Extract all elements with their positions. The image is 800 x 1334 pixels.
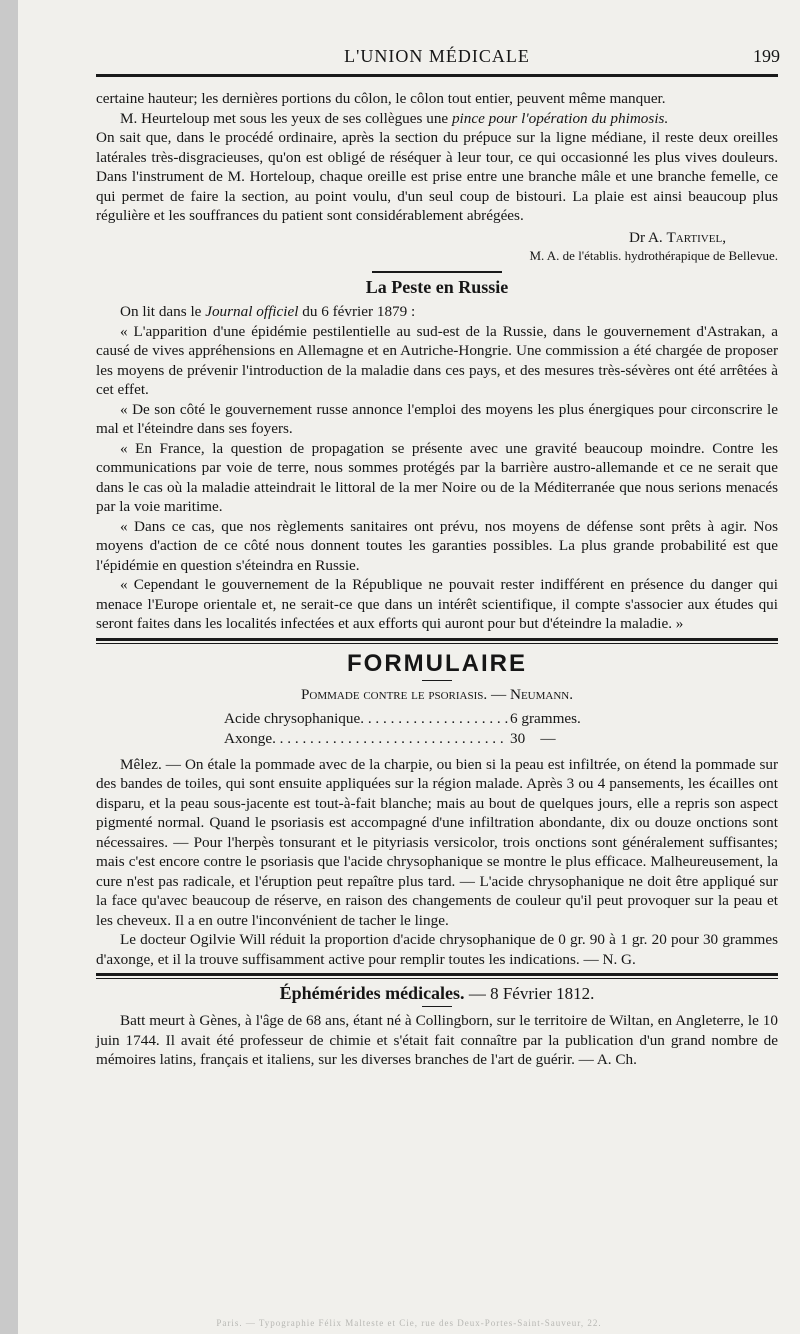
- section-divider: [372, 271, 502, 273]
- ingredient-list: [96, 709, 778, 749]
- double-rule: [96, 638, 778, 644]
- rule-thin: [96, 643, 778, 644]
- signature-name: Tartivel,: [666, 228, 726, 246]
- intro-text: On lit dans le: [120, 303, 206, 320]
- article-ephemerides: [96, 983, 778, 1070]
- double-rule: [96, 973, 778, 979]
- ingredient-quantity: 6 grammes.: [510, 709, 581, 727]
- paragraph: Le docteur Ogilvie Will réduit la proportion d'acide chrysophanique de 0 gr. 90 à 1 gr. 20 pour 30 grammes d'axonge, et il la trouve suffisamment active pour remplir toutes les indications. — N. G.: [96, 931, 778, 968]
- paragraph: On sait que, dans le procédé ordinaire, après la section du prépuce sur la ligne médiane, il reste deux oreilles latérales très-disgracieuses, qu'on est obligé de réséquer à leur tour, ce qui occasionné les plus vives douleurs. Dans l'instrument de M. Horteloup, chaque oreille est prise entre une branche mâle et une branche femelle, ce qui permet de faire la section, au point voulu, d'un seul coup de bistouri. La plaie est ainsi beaucoup plus régulière et les souffrances du patient sont considérablement abrégées.: [96, 129, 778, 224]
- signature: [96, 228, 778, 248]
- title-divider: [422, 680, 452, 681]
- rule-thick: [96, 973, 778, 976]
- ephemerides-heading: Éphémérides médicales.: [279, 983, 465, 1003]
- page-number: 199: [753, 46, 780, 66]
- quote-paragraph: « En France, la question de propagation se présente avec une gravité beaucoup moindre. Contre les communications par voie de terre, nous sommes protégés par la barrière austro-allemande et ce ne serait que dans le cas où la maladie atteindrait le littoral de la mer Noire ou de la Méditerranée que nous serions menacés par la voie maritime.: [96, 439, 778, 515]
- paragraph: certaine hauteur; les dernières portions du côlon, le côlon tout entier, peuvent même manquer.: [96, 90, 666, 107]
- recipe-title: Pommade contre le psoriasis. — Neumann.: [300, 685, 574, 703]
- rule-thin: [96, 978, 778, 979]
- rule-thick: [96, 638, 778, 641]
- section-title: La Peste en Russie: [365, 277, 509, 297]
- quote-paragraph: « L'apparition d'une épidémie pestilentielle au sud-est de la Russie, dans le gouvernement d'Astrakan, a causé de vives appréhensions en Allemagne et en Autriche-Hongrie. Une commission a été chargée de proposer les moyens de prévenir l'introduction de la maladie dans ces pays, et des mesures très-sévères ont été arrêtées à cet effet.: [96, 322, 778, 398]
- title-divider: [422, 1006, 452, 1007]
- running-title: L'UNION MÉDICALE: [344, 46, 530, 66]
- page-header: [96, 40, 778, 74]
- page: [18, 0, 800, 1334]
- ingredient-row: [224, 729, 778, 749]
- signature-affiliation: M. A. de l'établis. hydrothérapique de Bellevue.: [529, 248, 778, 263]
- ingredient-name: Acide chrysophanique. . . . . . . . . . . . . . . . . . . .: [224, 709, 509, 727]
- article-formulaire: [96, 650, 778, 970]
- ingredient-quantity: 30 —: [510, 729, 556, 747]
- quote-paragraph: « Cependant le gouvernement de la République ne pouvait rester indifférent en présence du danger qui menace l'Europe orientale et, ne serait-ce que dans un intérêt scientifique, il compte s'associer aux études qui seront faites dans les localités infectées et aux efforts qui auront pour but d'éteindre la maladie. »: [96, 576, 778, 632]
- header-rule: [96, 74, 778, 77]
- paragraph-text: M. Heurteloup met sous les yeux de ses collègues une: [120, 109, 452, 127]
- ingredient-row: [224, 709, 778, 729]
- content: [96, 40, 778, 1070]
- article-phimosis: [96, 89, 778, 265]
- paragraph: [96, 109, 778, 129]
- quote-paragraph: « De son côté le gouvernement russe annonce l'emploi des moyens les plus énergiques pour circonscrire le mal et l'éteindre dans ses foyers.: [96, 400, 778, 437]
- paragraph: Mêlez. — On étale la pommade avec de la charpie, ou bien si la peau est infiltrée, on étend la pommade sur des bandes de toiles, qui sont ensuite appliquées sur la région malade. Après 3 ou 4 pansements, les écailles ont disparu, et la peau sous-jacente est tout-à-fait blanche; mais au bout de quelques jours, elle a repris son aspect pigmenté normal. Quand le psoriasis est accompagné d'une infiltration abondante, dix ou douze onctions sont nécessaires. — Pour l'herpès tonsurant et le pityriasis versicolor, trois onctions sont généralement suffisantes; mais c'est encore contre le psoriasis que l'acide chrysophanique se montre le plus efficace. Malheureusement, la cure n'est pas radicale, et l'éruption peut repaître plus tard. — L'acide chrysophanique ne doit être appliqué sur la face qu'avec beaucoup de réserve, en raison des changements de couleur qu'il peut provoquer sur la peau et les cheveux. Il a en outre l'inconvénient de tacher le linge.: [96, 755, 778, 929]
- printer-line: Paris. — Typographie Félix Malteste et Cie, rue des Deux-Portes-Saint-Sauveur, 22.: [216, 1318, 602, 1328]
- ephemerides-date: — 8 Février 1812.: [464, 984, 595, 1003]
- peste-intro: [96, 302, 778, 322]
- instrument-name: pince pour l'opération du phimosis.: [451, 109, 669, 127]
- formulaire-title: FORMULAIRE: [347, 649, 527, 677]
- article-peste: [96, 277, 778, 634]
- ingredient-name: Axonge. . . . . . . . . . . . . . . . . . . . . . . . . . . . . . .: [224, 729, 504, 747]
- journal-name: Journal officiel: [205, 303, 299, 320]
- signature-prefix: Dr A.: [628, 228, 667, 246]
- ephemerides-title: [96, 983, 778, 1004]
- quote-paragraph: « Dans ce cas, que nos règlements sanitaires ont prévu, nos moyens de défense sont prêts à agir. Nos moyens d'action de ce côté nous donnent toutes les garanties possibles. La plus grande probabilité est que l'épidémie en question s'éteindra en Russie.: [96, 517, 778, 574]
- intro-date: du 6 février 1879 :: [298, 303, 416, 320]
- paragraph: Batt meurt à Gènes, à l'âge de 68 ans, étant né à Collingborn, sur le territoire de Wiltan, en Angleterre, le 10 juin 1744. Il avait été professeur de chimie et s'était fait connaître par la publication d'un grand nombre de mémoires latins, français et italiens, sur les diverses branches de l'art de guérir. — A. Ch.: [96, 1012, 778, 1068]
